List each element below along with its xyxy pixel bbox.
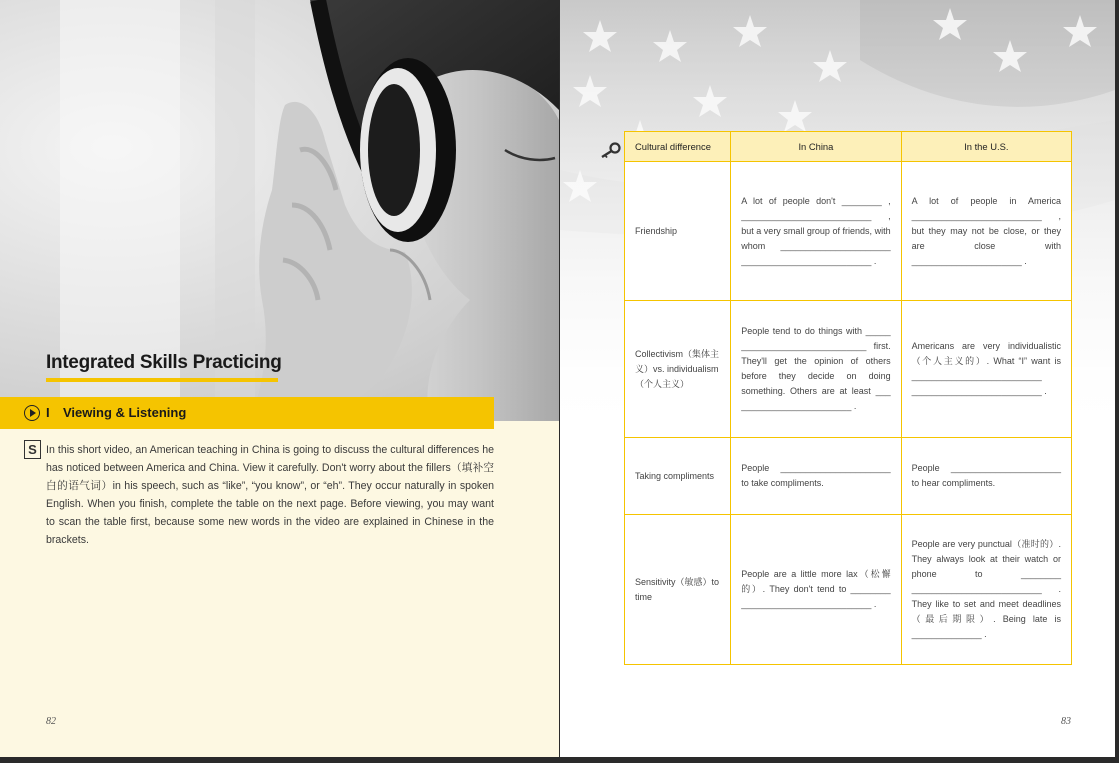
table-row xyxy=(625,162,1072,301)
column-header: In China xyxy=(731,132,901,162)
page-number-right: 83 xyxy=(1061,716,1071,727)
table-row xyxy=(625,515,1072,665)
us-cell[interactable]: A lot of people in America __________________________ , but they may not be close, or they are close with ______________________ . xyxy=(901,162,1071,301)
key-icon xyxy=(600,142,622,158)
section-heading: Integrated Skills Practicing xyxy=(46,352,282,373)
row-label: Sensitivity（敏感）to time xyxy=(625,515,731,665)
column-header: Cultural difference xyxy=(625,132,731,162)
us-cell[interactable]: People are very punctual（准时的）. They always look at their watch or phone to ________ __________________________ . They like to set and meet deadlines（最后期限）. Being late is ______________ . xyxy=(901,515,1071,665)
us-cell[interactable]: People ______________________ to hear compliments. xyxy=(901,438,1071,515)
left-page xyxy=(0,0,559,757)
china-cell[interactable]: People are a little more lax（松懈的）. They don't tend to ________ __________________________ . xyxy=(731,515,901,665)
table-row xyxy=(625,438,1072,515)
column-header: In the U.S. xyxy=(901,132,1071,162)
table-row xyxy=(625,301,1072,438)
play-icon[interactable] xyxy=(24,405,40,421)
us-cell[interactable]: Americans are very individualistic（个人主义的）. What “I” want is __________________________ __________________________ . xyxy=(901,301,1071,438)
china-cell[interactable]: People tend to do things with _____ _________________________ first. They'll get the opinion of others before they decide on doing something. Others are at least ___ ______________________ . xyxy=(731,301,901,438)
s-icon: S xyxy=(24,440,41,459)
china-cell[interactable]: A lot of people don't ________ , __________________________ , but a very small group of friends, with whom ______________________ __________________________ . xyxy=(731,162,901,301)
row-label: Taking compliments xyxy=(625,438,731,515)
row-label: Collectivism（集体主义）vs. individualism（个人主义） xyxy=(625,301,731,438)
table-header-row xyxy=(625,132,1072,162)
cultural-differences-table xyxy=(624,131,1072,665)
section-number: I xyxy=(46,405,50,420)
heading-underline xyxy=(46,378,278,382)
page-number-left: 82 xyxy=(46,716,56,727)
instructions-text: In this short video, an American teaching in China is going to discuss the cultural differences he has noticed between America and China. View it carefully. Don't worry about the fillers（填补空白的语气词）in his speech, such as “like”, “you know”, or “eh”. They occur naturally in spoken English. When you finish, complete the table on the next page. Before viewing, you may want to scan the table first, because some new words in the video are explained in Chinese in the brackets. xyxy=(46,444,494,547)
row-label: Friendship xyxy=(625,162,731,301)
right-page xyxy=(560,0,1115,757)
section-title: Viewing & Listening xyxy=(63,405,187,420)
china-cell[interactable]: People ______________________ to take compliments. xyxy=(731,438,901,515)
